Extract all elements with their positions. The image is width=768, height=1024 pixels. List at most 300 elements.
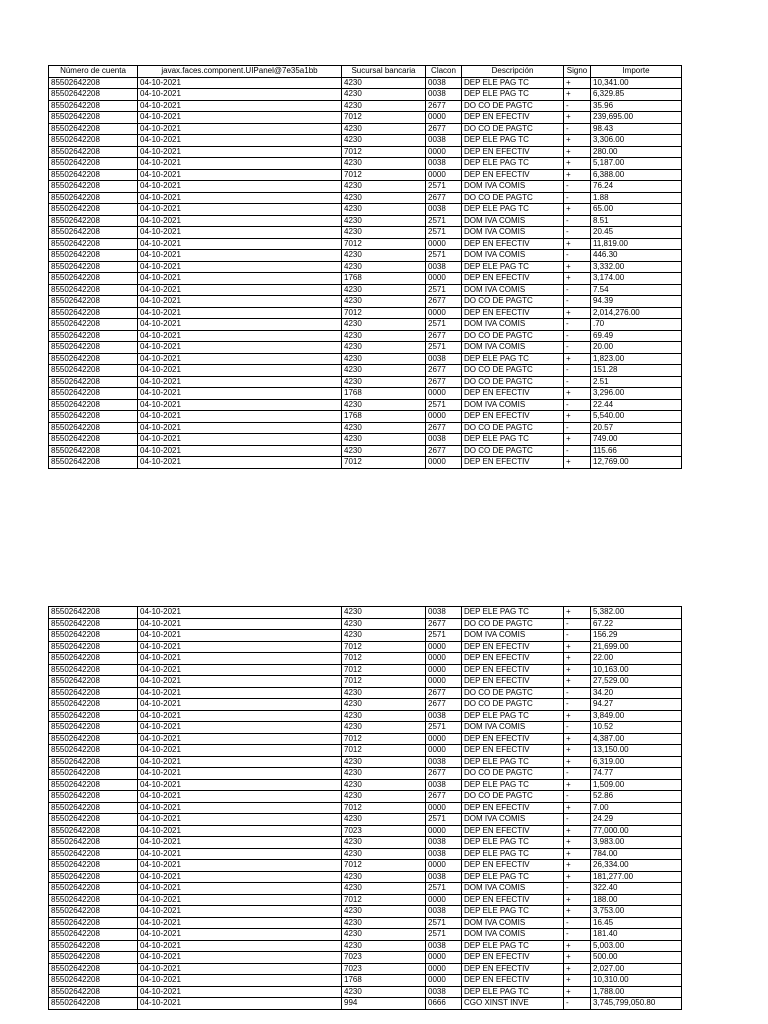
cell-clacon: 0000 bbox=[426, 388, 462, 400]
cell-account-number: 85502642208 bbox=[49, 353, 138, 365]
table-row bbox=[49, 238, 682, 250]
table-row bbox=[49, 434, 682, 446]
cell-sign: - bbox=[564, 998, 591, 1010]
table-row bbox=[49, 330, 682, 342]
cell-date: 04-10-2021 bbox=[138, 89, 342, 101]
cell-account-number: 85502642208 bbox=[49, 986, 138, 998]
cell-clacon: 2677 bbox=[426, 365, 462, 377]
cell-amount: 7.00 bbox=[591, 802, 682, 814]
cell-date: 04-10-2021 bbox=[138, 848, 342, 860]
cell-account-number: 85502642208 bbox=[49, 687, 138, 699]
cell-sign: + bbox=[564, 158, 591, 170]
table-row bbox=[49, 376, 682, 388]
cell-branch: 7012 bbox=[342, 146, 426, 158]
cell-clacon: 0000 bbox=[426, 273, 462, 285]
cell-description: DEP EN EFECTIV bbox=[462, 676, 564, 688]
cell-description: DO CO DE PAGTC bbox=[462, 123, 564, 135]
cell-amount: 34.20 bbox=[591, 687, 682, 699]
cell-account-number: 85502642208 bbox=[49, 975, 138, 987]
cell-description: DEP EN EFECTIV bbox=[462, 146, 564, 158]
cell-sign: + bbox=[564, 975, 591, 987]
cell-amount: 2,027.00 bbox=[591, 963, 682, 975]
table-row bbox=[49, 353, 682, 365]
table-row bbox=[49, 802, 682, 814]
cell-clacon: 0000 bbox=[426, 411, 462, 423]
table-row bbox=[49, 756, 682, 768]
cell-account-number: 85502642208 bbox=[49, 664, 138, 676]
cell-sign: + bbox=[564, 837, 591, 849]
cell-date: 04-10-2021 bbox=[138, 722, 342, 734]
table-row bbox=[49, 77, 682, 89]
cell-date: 04-10-2021 bbox=[138, 998, 342, 1010]
cell-date: 04-10-2021 bbox=[138, 273, 342, 285]
cell-branch: 1768 bbox=[342, 411, 426, 423]
cell-amount: 3,753.00 bbox=[591, 906, 682, 918]
cell-clacon: 2571 bbox=[426, 399, 462, 411]
cell-date: 04-10-2021 bbox=[138, 457, 342, 469]
cell-clacon: 0038 bbox=[426, 77, 462, 89]
cell-branch: 4230 bbox=[342, 986, 426, 998]
cell-sign: + bbox=[564, 779, 591, 791]
cell-account-number: 85502642208 bbox=[49, 883, 138, 895]
cell-sign: + bbox=[564, 733, 591, 745]
cell-amount: 446.30 bbox=[591, 250, 682, 262]
cell-sign: - bbox=[564, 687, 591, 699]
cell-clacon: 2571 bbox=[426, 630, 462, 642]
cell-date: 04-10-2021 bbox=[138, 871, 342, 883]
cell-sign: - bbox=[564, 883, 591, 895]
cell-account-number: 85502642208 bbox=[49, 630, 138, 642]
cell-date: 04-10-2021 bbox=[138, 123, 342, 135]
cell-account-number: 85502642208 bbox=[49, 779, 138, 791]
cell-branch: 4230 bbox=[342, 284, 426, 296]
cell-account-number: 85502642208 bbox=[49, 296, 138, 308]
cell-clacon: 0038 bbox=[426, 204, 462, 216]
cell-clacon: 2571 bbox=[426, 181, 462, 193]
cell-date: 04-10-2021 bbox=[138, 653, 342, 665]
table-row bbox=[49, 399, 682, 411]
cell-date: 04-10-2021 bbox=[138, 607, 342, 619]
cell-branch: 4230 bbox=[342, 330, 426, 342]
cell-account-number: 85502642208 bbox=[49, 940, 138, 952]
cell-description: DOM IVA COMIS bbox=[462, 342, 564, 354]
cell-account-number: 85502642208 bbox=[49, 112, 138, 124]
table-row bbox=[49, 825, 682, 837]
cell-clacon: 0000 bbox=[426, 952, 462, 964]
cell-sign: - bbox=[564, 399, 591, 411]
cell-branch: 4230 bbox=[342, 871, 426, 883]
cell-clacon: 2571 bbox=[426, 342, 462, 354]
cell-amount: 22.00 bbox=[591, 653, 682, 665]
cell-date: 04-10-2021 bbox=[138, 77, 342, 89]
cell-description: DO CO DE PAGTC bbox=[462, 699, 564, 711]
cell-description: DEP ELE PAG TC bbox=[462, 756, 564, 768]
cell-account-number: 85502642208 bbox=[49, 802, 138, 814]
cell-account-number: 85502642208 bbox=[49, 906, 138, 918]
cell-amount: 21,699.00 bbox=[591, 641, 682, 653]
cell-branch: 7012 bbox=[342, 169, 426, 181]
cell-branch: 4230 bbox=[342, 342, 426, 354]
cell-account-number: 85502642208 bbox=[49, 273, 138, 285]
cell-description: DEP EN EFECTIV bbox=[462, 952, 564, 964]
cell-account-number: 85502642208 bbox=[49, 319, 138, 331]
cell-branch: 4230 bbox=[342, 699, 426, 711]
cell-branch: 4230 bbox=[342, 123, 426, 135]
cell-date: 04-10-2021 bbox=[138, 181, 342, 193]
cell-description: DEP EN EFECTIV bbox=[462, 112, 564, 124]
cell-sign: + bbox=[564, 940, 591, 952]
cell-sign: - bbox=[564, 445, 591, 457]
cell-sign: + bbox=[564, 146, 591, 158]
cell-date: 04-10-2021 bbox=[138, 158, 342, 170]
transactions-table-bottom bbox=[48, 606, 682, 1010]
cell-date: 04-10-2021 bbox=[138, 388, 342, 400]
cell-date: 04-10-2021 bbox=[138, 307, 342, 319]
cell-amount: .70 bbox=[591, 319, 682, 331]
cell-branch: 7023 bbox=[342, 952, 426, 964]
table-row bbox=[49, 998, 682, 1010]
table-row bbox=[49, 445, 682, 457]
table-row bbox=[49, 388, 682, 400]
header-clacon: Clacon bbox=[426, 66, 462, 78]
cell-sign: - bbox=[564, 699, 591, 711]
cell-branch: 4230 bbox=[342, 791, 426, 803]
cell-amount: 749.00 bbox=[591, 434, 682, 446]
cell-amount: 5,187.00 bbox=[591, 158, 682, 170]
cell-date: 04-10-2021 bbox=[138, 963, 342, 975]
cell-amount: 6,388.00 bbox=[591, 169, 682, 181]
cell-clacon: 0000 bbox=[426, 307, 462, 319]
cell-clacon: 0038 bbox=[426, 756, 462, 768]
table-row bbox=[49, 169, 682, 181]
cell-description: DEP ELE PAG TC bbox=[462, 779, 564, 791]
table-row bbox=[49, 618, 682, 630]
cell-branch: 7012 bbox=[342, 641, 426, 653]
cell-sign: + bbox=[564, 307, 591, 319]
table-row bbox=[49, 296, 682, 308]
cell-branch: 7012 bbox=[342, 894, 426, 906]
table-row bbox=[49, 146, 682, 158]
cell-amount: 322.40 bbox=[591, 883, 682, 895]
cell-account-number: 85502642208 bbox=[49, 284, 138, 296]
cell-sign: + bbox=[564, 411, 591, 423]
cell-date: 04-10-2021 bbox=[138, 618, 342, 630]
cell-sign: + bbox=[564, 894, 591, 906]
cell-date: 04-10-2021 bbox=[138, 687, 342, 699]
cell-date: 04-10-2021 bbox=[138, 135, 342, 147]
cell-branch: 4230 bbox=[342, 365, 426, 377]
cell-branch: 7012 bbox=[342, 860, 426, 872]
cell-clacon: 0000 bbox=[426, 641, 462, 653]
cell-branch: 4230 bbox=[342, 756, 426, 768]
cell-clacon: 0000 bbox=[426, 238, 462, 250]
cell-branch: 4230 bbox=[342, 215, 426, 227]
cell-sign: - bbox=[564, 422, 591, 434]
cell-branch: 7012 bbox=[342, 307, 426, 319]
cell-sign: - bbox=[564, 123, 591, 135]
cell-date: 04-10-2021 bbox=[138, 342, 342, 354]
cell-sign: + bbox=[564, 871, 591, 883]
cell-date: 04-10-2021 bbox=[138, 975, 342, 987]
cell-description: DEP ELE PAG TC bbox=[462, 906, 564, 918]
cell-sign: - bbox=[564, 365, 591, 377]
cell-amount: 12,769.00 bbox=[591, 457, 682, 469]
cell-account-number: 85502642208 bbox=[49, 917, 138, 929]
cell-branch: 4230 bbox=[342, 848, 426, 860]
cell-amount: 1,823.00 bbox=[591, 353, 682, 365]
cell-account-number: 85502642208 bbox=[49, 399, 138, 411]
cell-description: DEP EN EFECTIV bbox=[462, 641, 564, 653]
cell-branch: 7012 bbox=[342, 238, 426, 250]
cell-sign: + bbox=[564, 261, 591, 273]
cell-amount: 6,329.85 bbox=[591, 89, 682, 101]
cell-description: DOM IVA COMIS bbox=[462, 250, 564, 262]
cell-amount: 3,332.00 bbox=[591, 261, 682, 273]
cell-description: DEP ELE PAG TC bbox=[462, 710, 564, 722]
cell-clacon: 0038 bbox=[426, 158, 462, 170]
cell-branch: 4230 bbox=[342, 100, 426, 112]
cell-date: 04-10-2021 bbox=[138, 411, 342, 423]
cell-branch: 7012 bbox=[342, 802, 426, 814]
cell-amount: 74.77 bbox=[591, 768, 682, 780]
cell-description: DOM IVA COMIS bbox=[462, 399, 564, 411]
table-row bbox=[49, 940, 682, 952]
cell-branch: 4230 bbox=[342, 376, 426, 388]
cell-sign: - bbox=[564, 250, 591, 262]
cell-date: 04-10-2021 bbox=[138, 192, 342, 204]
cell-amount: 2,014,276.00 bbox=[591, 307, 682, 319]
cell-date: 04-10-2021 bbox=[138, 733, 342, 745]
cell-date: 04-10-2021 bbox=[138, 641, 342, 653]
cell-clacon: 0000 bbox=[426, 457, 462, 469]
table-row bbox=[49, 181, 682, 193]
cell-account-number: 85502642208 bbox=[49, 135, 138, 147]
table-row bbox=[49, 963, 682, 975]
cell-amount: 8.51 bbox=[591, 215, 682, 227]
cell-amount: 3,983.00 bbox=[591, 837, 682, 849]
cell-branch: 1768 bbox=[342, 273, 426, 285]
cell-branch: 4230 bbox=[342, 181, 426, 193]
cell-clacon: 0000 bbox=[426, 112, 462, 124]
cell-description: CGO XINST INVE bbox=[462, 998, 564, 1010]
cell-clacon: 2677 bbox=[426, 699, 462, 711]
transactions-table-top bbox=[48, 65, 682, 469]
cell-sign: - bbox=[564, 618, 591, 630]
cell-account-number: 85502642208 bbox=[49, 871, 138, 883]
cell-sign: + bbox=[564, 653, 591, 665]
cell-amount: 3,296.00 bbox=[591, 388, 682, 400]
cell-sign: - bbox=[564, 342, 591, 354]
cell-sign: + bbox=[564, 388, 591, 400]
cell-clacon: 2677 bbox=[426, 687, 462, 699]
header-date: javax.faces.component.UIPanel@7e35a1bb bbox=[138, 66, 342, 78]
table-row bbox=[49, 457, 682, 469]
cell-sign: + bbox=[564, 676, 591, 688]
cell-date: 04-10-2021 bbox=[138, 319, 342, 331]
table-row bbox=[49, 135, 682, 147]
cell-description: DEP EN EFECTIV bbox=[462, 860, 564, 872]
cell-account-number: 85502642208 bbox=[49, 215, 138, 227]
cell-branch: 4230 bbox=[342, 630, 426, 642]
table-row bbox=[49, 411, 682, 423]
cell-clacon: 0038 bbox=[426, 710, 462, 722]
table-row bbox=[49, 112, 682, 124]
cell-clacon: 0000 bbox=[426, 653, 462, 665]
cell-sign: - bbox=[564, 929, 591, 941]
cell-date: 04-10-2021 bbox=[138, 929, 342, 941]
cell-clacon: 2677 bbox=[426, 791, 462, 803]
table-row bbox=[49, 422, 682, 434]
table-row bbox=[49, 745, 682, 757]
cell-account-number: 85502642208 bbox=[49, 998, 138, 1010]
cell-date: 04-10-2021 bbox=[138, 630, 342, 642]
table-row bbox=[49, 722, 682, 734]
cell-clacon: 0000 bbox=[426, 825, 462, 837]
cell-amount: 115.66 bbox=[591, 445, 682, 457]
cell-sign: - bbox=[564, 814, 591, 826]
cell-sign: + bbox=[564, 825, 591, 837]
table-row bbox=[49, 307, 682, 319]
table-row bbox=[49, 929, 682, 941]
cell-sign: + bbox=[564, 710, 591, 722]
cell-date: 04-10-2021 bbox=[138, 825, 342, 837]
cell-amount: 188.00 bbox=[591, 894, 682, 906]
cell-sign: + bbox=[564, 607, 591, 619]
cell-account-number: 85502642208 bbox=[49, 330, 138, 342]
cell-account-number: 85502642208 bbox=[49, 607, 138, 619]
cell-branch: 4230 bbox=[342, 158, 426, 170]
cell-clacon: 2677 bbox=[426, 296, 462, 308]
cell-amount: 10.52 bbox=[591, 722, 682, 734]
cell-amount: 65.00 bbox=[591, 204, 682, 216]
cell-date: 04-10-2021 bbox=[138, 353, 342, 365]
cell-amount: 13,150.00 bbox=[591, 745, 682, 757]
cell-sign: + bbox=[564, 89, 591, 101]
table-row bbox=[49, 676, 682, 688]
cell-sign: + bbox=[564, 745, 591, 757]
cell-sign: - bbox=[564, 630, 591, 642]
table-row bbox=[49, 733, 682, 745]
cell-clacon: 2571 bbox=[426, 319, 462, 331]
cell-description: DOM IVA COMIS bbox=[462, 227, 564, 239]
cell-sign: + bbox=[564, 952, 591, 964]
table-row bbox=[49, 710, 682, 722]
cell-branch: 4230 bbox=[342, 296, 426, 308]
cell-date: 04-10-2021 bbox=[138, 837, 342, 849]
cell-branch: 7012 bbox=[342, 733, 426, 745]
cell-sign: - bbox=[564, 100, 591, 112]
table-row bbox=[49, 906, 682, 918]
cell-branch: 4230 bbox=[342, 607, 426, 619]
table-row bbox=[49, 871, 682, 883]
cell-account-number: 85502642208 bbox=[49, 100, 138, 112]
cell-amount: 280.00 bbox=[591, 146, 682, 158]
cell-clacon: 2677 bbox=[426, 376, 462, 388]
cell-date: 04-10-2021 bbox=[138, 169, 342, 181]
cell-description: DEP ELE PAG TC bbox=[462, 607, 564, 619]
cell-account-number: 85502642208 bbox=[49, 745, 138, 757]
cell-amount: 22.44 bbox=[591, 399, 682, 411]
cell-sign: + bbox=[564, 434, 591, 446]
table-row bbox=[49, 975, 682, 987]
cell-date: 04-10-2021 bbox=[138, 814, 342, 826]
table-row bbox=[49, 952, 682, 964]
cell-account-number: 85502642208 bbox=[49, 837, 138, 849]
cell-sign: + bbox=[564, 238, 591, 250]
cell-date: 04-10-2021 bbox=[138, 699, 342, 711]
cell-description: DO CO DE PAGTC bbox=[462, 445, 564, 457]
cell-date: 04-10-2021 bbox=[138, 376, 342, 388]
table-row bbox=[49, 204, 682, 216]
cell-sign: - bbox=[564, 284, 591, 296]
cell-description: DEP EN EFECTIV bbox=[462, 963, 564, 975]
cell-branch: 7012 bbox=[342, 653, 426, 665]
cell-date: 04-10-2021 bbox=[138, 445, 342, 457]
cell-branch: 4230 bbox=[342, 434, 426, 446]
cell-branch: 7012 bbox=[342, 676, 426, 688]
cell-sign: + bbox=[564, 457, 591, 469]
table-row bbox=[49, 365, 682, 377]
cell-clacon: 2571 bbox=[426, 722, 462, 734]
cell-account-number: 85502642208 bbox=[49, 411, 138, 423]
cell-account-number: 85502642208 bbox=[49, 722, 138, 734]
cell-clacon: 0000 bbox=[426, 963, 462, 975]
table-row bbox=[49, 917, 682, 929]
cell-date: 04-10-2021 bbox=[138, 365, 342, 377]
cell-account-number: 85502642208 bbox=[49, 169, 138, 181]
cell-branch: 4230 bbox=[342, 768, 426, 780]
cell-description: DEP EN EFECTIV bbox=[462, 169, 564, 181]
cell-description: DEP ELE PAG TC bbox=[462, 848, 564, 860]
table-row bbox=[49, 158, 682, 170]
cell-description: DEP EN EFECTIV bbox=[462, 457, 564, 469]
cell-branch: 4230 bbox=[342, 89, 426, 101]
cell-date: 04-10-2021 bbox=[138, 250, 342, 262]
cell-amount: 1,509.00 bbox=[591, 779, 682, 791]
cell-account-number: 85502642208 bbox=[49, 250, 138, 262]
cell-branch: 4230 bbox=[342, 445, 426, 457]
table-row bbox=[49, 986, 682, 998]
cell-amount: 3,849.00 bbox=[591, 710, 682, 722]
cell-amount: 94.39 bbox=[591, 296, 682, 308]
cell-description: DOM IVA COMIS bbox=[462, 284, 564, 296]
cell-description: DO CO DE PAGTC bbox=[462, 330, 564, 342]
cell-branch: 4230 bbox=[342, 906, 426, 918]
cell-branch: 4230 bbox=[342, 618, 426, 630]
table-row bbox=[49, 123, 682, 135]
cell-account-number: 85502642208 bbox=[49, 848, 138, 860]
cell-account-number: 85502642208 bbox=[49, 307, 138, 319]
cell-description: DO CO DE PAGTC bbox=[462, 768, 564, 780]
cell-clacon: 0038 bbox=[426, 607, 462, 619]
cell-clacon: 0038 bbox=[426, 135, 462, 147]
cell-description: DEP EN EFECTIV bbox=[462, 653, 564, 665]
cell-sign: - bbox=[564, 296, 591, 308]
cell-amount: 11,819.00 bbox=[591, 238, 682, 250]
cell-date: 04-10-2021 bbox=[138, 296, 342, 308]
cell-clacon: 0000 bbox=[426, 733, 462, 745]
cell-account-number: 85502642208 bbox=[49, 756, 138, 768]
cell-clacon: 2677 bbox=[426, 123, 462, 135]
cell-date: 04-10-2021 bbox=[138, 883, 342, 895]
cell-clacon: 2571 bbox=[426, 227, 462, 239]
cell-branch: 7012 bbox=[342, 457, 426, 469]
cell-account-number: 85502642208 bbox=[49, 227, 138, 239]
cell-clacon: 2677 bbox=[426, 768, 462, 780]
cell-sign: - bbox=[564, 227, 591, 239]
header-branch: Sucursal bancaria bbox=[342, 66, 426, 78]
cell-account-number: 85502642208 bbox=[49, 457, 138, 469]
